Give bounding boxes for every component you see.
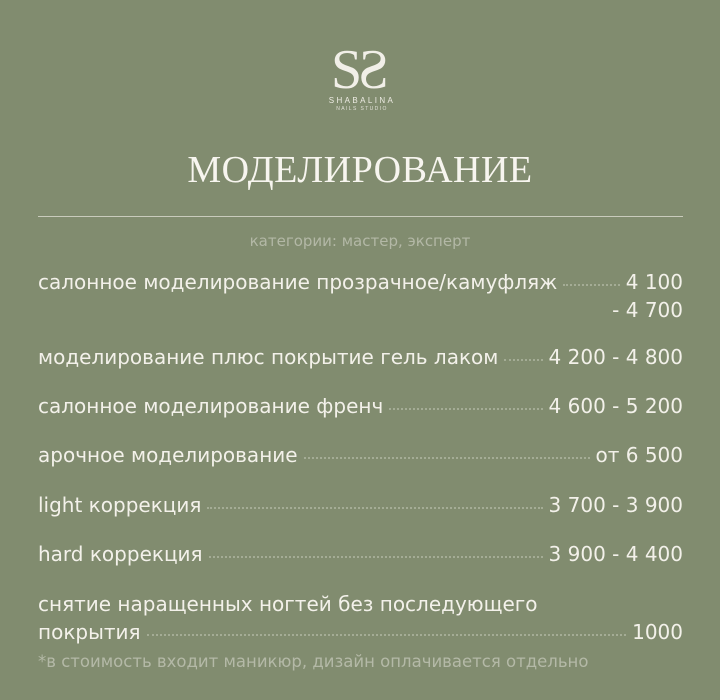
divider: [38, 216, 683, 217]
item-price: 3 700 - 3 900: [548, 493, 683, 517]
item-name: снятие наращенных ногтей без последующего: [38, 592, 538, 616]
item-price: 4 100: [625, 270, 683, 294]
item-name: light коррекция: [38, 493, 202, 517]
svg-text:S: S: [357, 39, 389, 96]
price-item: [38, 590, 683, 646]
item-price-continued: - 4 700: [612, 298, 683, 322]
price-item: [38, 268, 683, 324]
leader-dots: [304, 457, 590, 459]
price-list: [38, 268, 683, 646]
categories-label: категории: мастер, эксперт: [249, 232, 471, 250]
price-item: [38, 392, 683, 420]
svg-text:S: S: [331, 39, 363, 96]
studio-logo: [0, 38, 720, 112]
price-item: [38, 491, 683, 519]
item-price: 4 600 - 5 200: [548, 394, 683, 418]
item-price: 4 200 - 4 800: [548, 345, 683, 369]
item-name-continued: покрытия: [38, 620, 141, 644]
logo-subtitle: NAILS STUDIO: [336, 106, 388, 112]
ss-monogram-icon: [322, 38, 398, 96]
item-price: 1000: [632, 620, 683, 644]
leader-dots: [209, 556, 543, 558]
page-title: МОДЕЛИРОВАНИЕ: [187, 149, 533, 191]
price-item: [38, 343, 683, 371]
item-name: моделирование плюс покрытие гель лаком: [38, 345, 499, 369]
leader-dots: [207, 507, 542, 509]
item-name: hard коррекция: [38, 542, 203, 566]
item-name: салонное моделирование френч: [38, 394, 384, 418]
price-item: [38, 441, 683, 469]
item-name: салонное моделирование прозрачное/камуфляж: [38, 270, 558, 294]
leader-dots: [504, 359, 542, 361]
leader-dots: [563, 284, 620, 286]
footnote: *в стоимость входит маникюр, дизайн оплачивается отдельно: [38, 652, 589, 671]
item-price: от 6 500: [595, 443, 683, 467]
item-name: арочное моделирование: [38, 443, 298, 467]
leader-dots: [389, 408, 542, 410]
logo-name: SHABALINA: [328, 96, 396, 105]
leader-dots: [147, 634, 627, 636]
item-price: 3 900 - 4 400: [548, 542, 683, 566]
price-item: [38, 540, 683, 568]
